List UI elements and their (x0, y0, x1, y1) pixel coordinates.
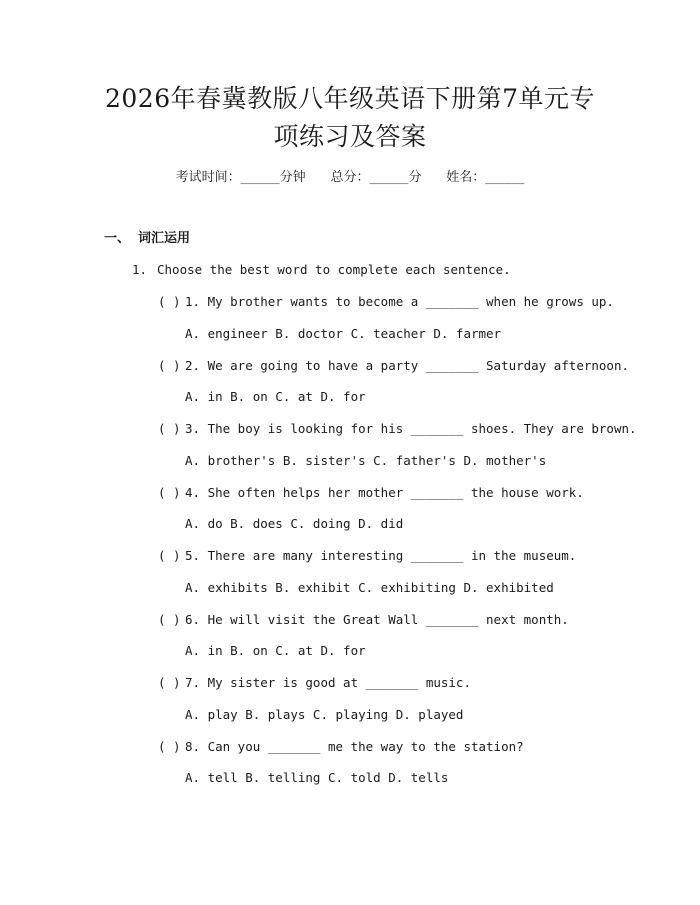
question-item (158, 357, 678, 421)
answer-blank[interactable]: ( ) (158, 484, 181, 500)
question-item (158, 738, 678, 802)
question-text: 7. My sister is good at _______ music. (185, 675, 471, 690)
instruction-text: Choose the best word to complete each sentence. (157, 262, 511, 277)
question-options: A. engineer B. doctor C. teacher D. farmer (185, 325, 502, 341)
question-item (158, 484, 678, 548)
score-label: 总分：______分 (330, 170, 422, 185)
exam-meta (0, 169, 700, 187)
page-title (90, 80, 610, 156)
section-number: 一、 (104, 231, 131, 246)
section-heading (104, 230, 190, 248)
section-title: 词汇运用 (138, 231, 191, 246)
question-options: A. do B. does C. doing D. did (185, 516, 404, 531)
question-options: A. brother's B. sister's C. father's D. mother's (185, 452, 547, 468)
answer-blank[interactable]: ( ) (158, 611, 181, 627)
time-label: 考试时间：______分钟 (175, 170, 306, 185)
question-item (158, 611, 678, 675)
question-text: 1. My brother wants to become a _______ when he grows up. (185, 294, 614, 309)
question-item (158, 547, 678, 611)
instruction-number: 1. (132, 262, 148, 277)
question-options: A. play B. plays C. playing D. played (185, 706, 464, 722)
question-item (158, 674, 678, 738)
answer-blank[interactable]: ( ) (158, 675, 181, 690)
question-text: 8. Can you _______ me the way to the station? (185, 738, 524, 754)
answer-blank[interactable]: ( ) (158, 421, 181, 436)
answer-blank[interactable]: ( ) (158, 738, 181, 754)
question-text: 3. The boy is looking for his _______ shoes. They are brown. (185, 421, 637, 436)
question-text: 6. He will visit the Great Wall _______ next month. (185, 611, 569, 627)
question-options: A. tell B. telling C. told D. tells (185, 770, 449, 785)
instruction (132, 261, 511, 279)
question-list (158, 293, 678, 801)
name-label: 姓名：______ (446, 170, 525, 185)
question-options: A. exhibits B. exhibit C. exhibiting D. exhibited (185, 579, 554, 595)
question-text: 2. We are going to have a party _______ Saturday afternoon. (185, 357, 630, 373)
title-line-2: 项练习及答案 (273, 122, 427, 151)
title-line-1: 2026年春冀教版八年级英语下册第7单元专 (104, 84, 596, 113)
question-options: A. in B. on C. at D. for (185, 389, 366, 404)
question-text: 4. She often helps her mother _______ the house work. (185, 484, 584, 500)
question-text: 5. There are many interesting _______ in the museum. (185, 548, 577, 563)
question-item (158, 293, 678, 357)
question-item (158, 420, 678, 484)
answer-blank[interactable]: ( ) (158, 294, 181, 309)
answer-blank[interactable]: ( ) (158, 548, 181, 563)
answer-blank[interactable]: ( ) (158, 357, 181, 373)
question-options: A. in B. on C. at D. for (185, 643, 366, 658)
